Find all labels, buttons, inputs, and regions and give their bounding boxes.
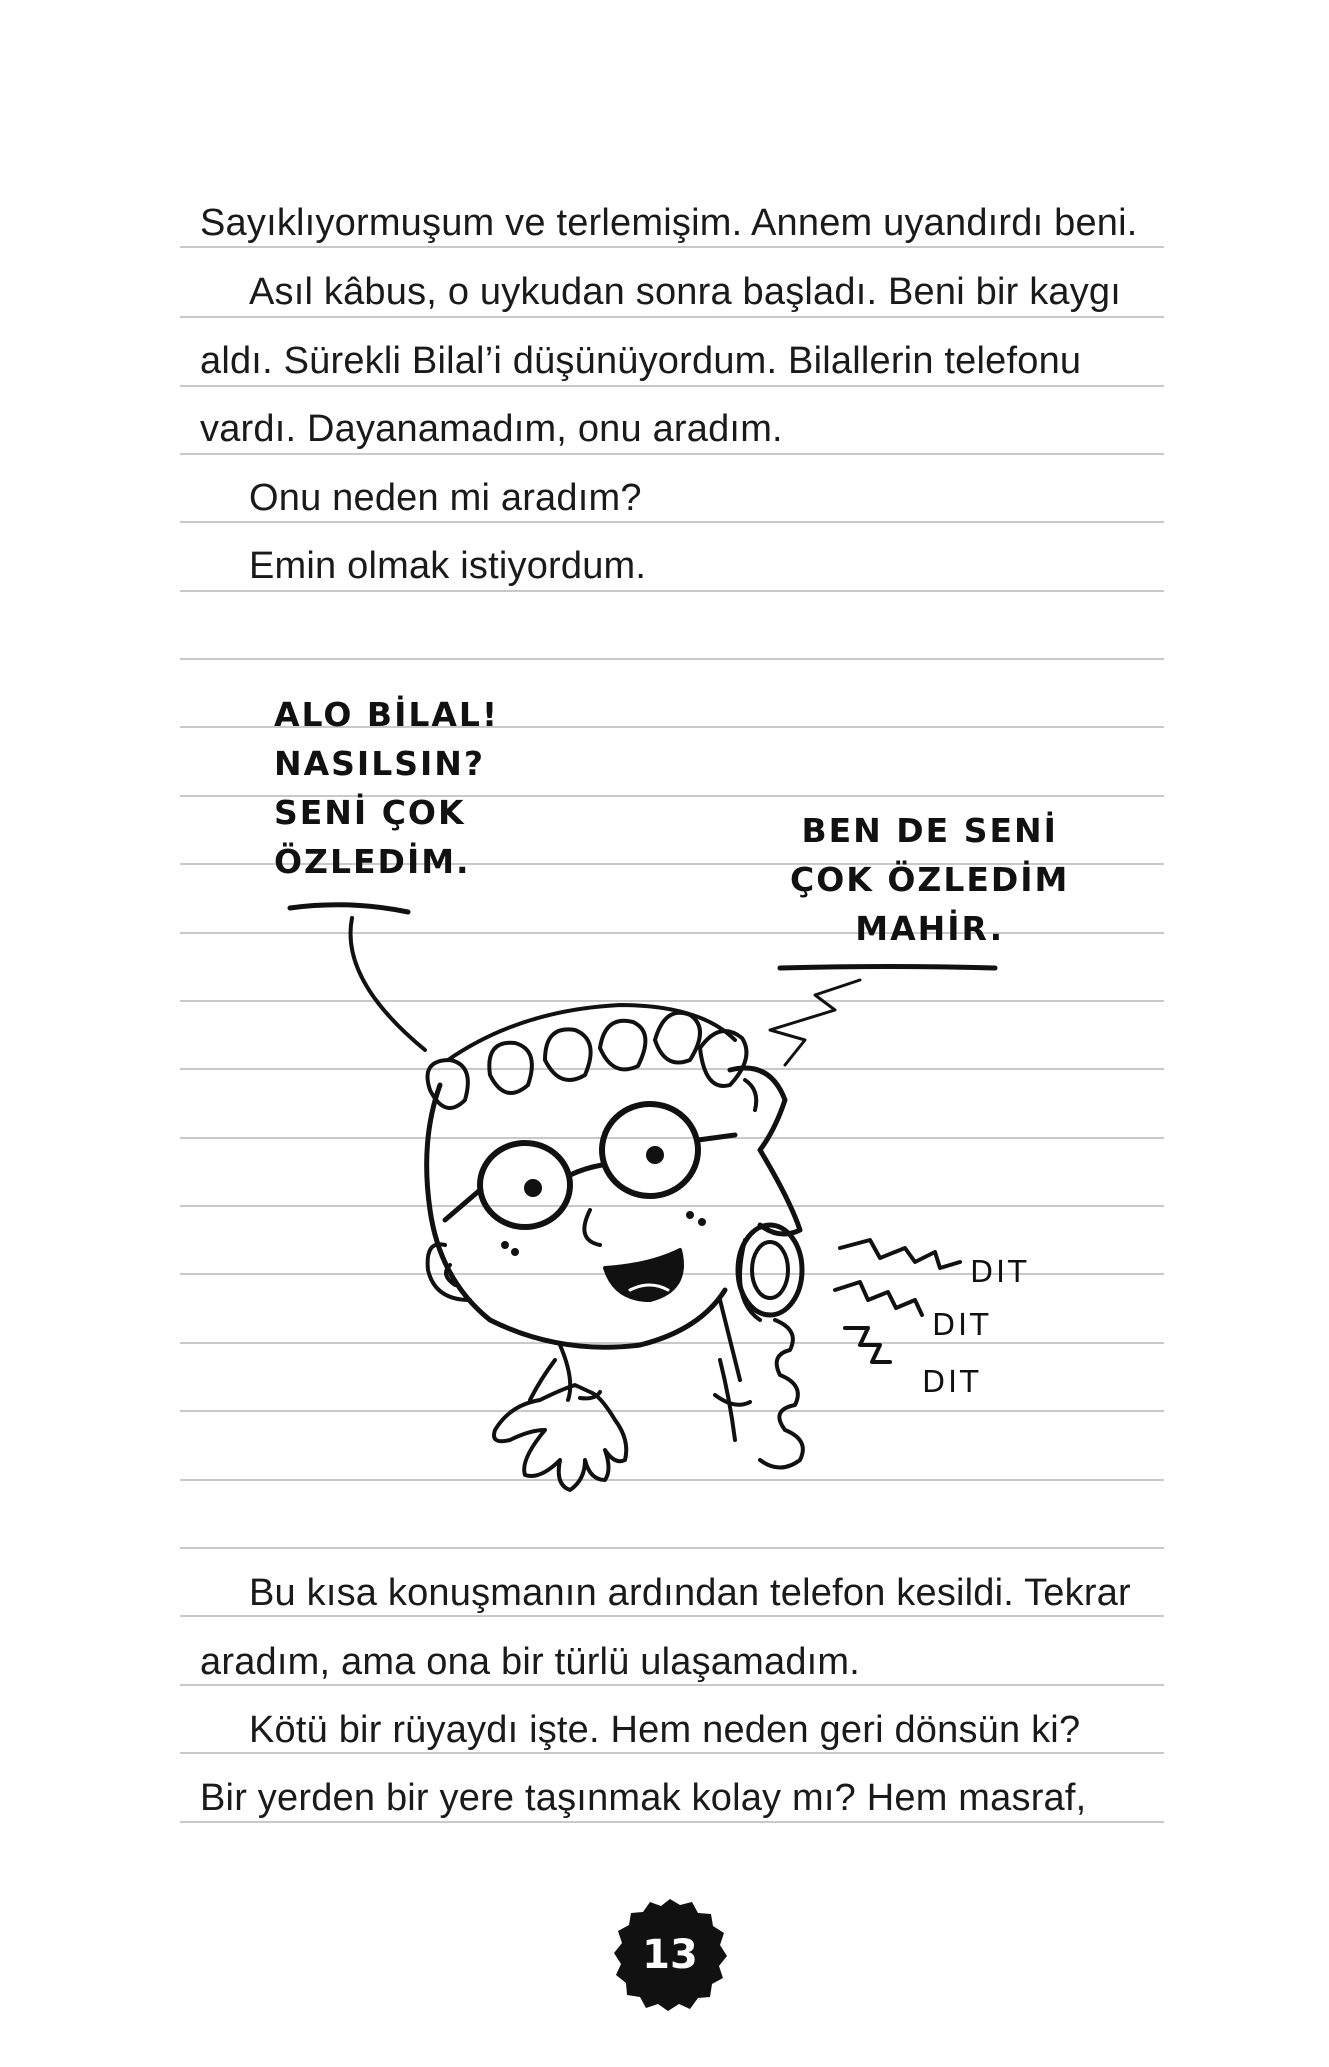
text-line: aldı. Sürekli Bilal’i düşünüyordum. Bilallerin telefonu bbox=[200, 340, 1082, 382]
page-number: 13 bbox=[642, 1932, 698, 1978]
speech-line: ALO BİLAL! bbox=[274, 695, 500, 734]
speech-line: MAHİR. bbox=[855, 909, 1005, 948]
sound-effect-text: DIT bbox=[970, 1255, 1030, 1290]
speech-line: BEN DE SENİ bbox=[801, 811, 1058, 850]
speech-line: NASILSIN? bbox=[274, 744, 486, 783]
text-line: Bu kısa konuşmanın ardından telefon kesildi. Tekrar bbox=[249, 1572, 1131, 1614]
text-line: Asıl kâbus, o uykudan sonra başladı. Beni bir kaygı bbox=[249, 271, 1122, 313]
text-line: Bir yerden bir yere taşınmak kolay mı? Hem masraf, bbox=[200, 1777, 1087, 1819]
text-line: Sayıklıyormuşum ve terlemişim. Annem uyandırdı beni. bbox=[200, 202, 1138, 244]
sound-effect-text: DIT bbox=[932, 1308, 992, 1343]
sound-effect-text: DIT bbox=[922, 1365, 982, 1400]
text-line: vardı. Dayanamadım, onu aradım. bbox=[200, 408, 783, 450]
text-line: Kötü bir rüyaydı işte. Hem neden geri dönsün ki? bbox=[249, 1709, 1081, 1751]
speech-line: ÖZLEDİM. bbox=[274, 842, 471, 881]
speech-line: ÇOK ÖZLEDİM bbox=[790, 860, 1070, 899]
text-line: aradım, ama ona bir türlü ulaşamadım. bbox=[200, 1641, 861, 1683]
speech-line: SENİ ÇOK bbox=[274, 793, 466, 832]
page-number-badge bbox=[610, 1895, 730, 2015]
text-line: Onu neden mi aradım? bbox=[249, 477, 642, 519]
text-line: Emin olmak istiyordum. bbox=[249, 545, 647, 587]
